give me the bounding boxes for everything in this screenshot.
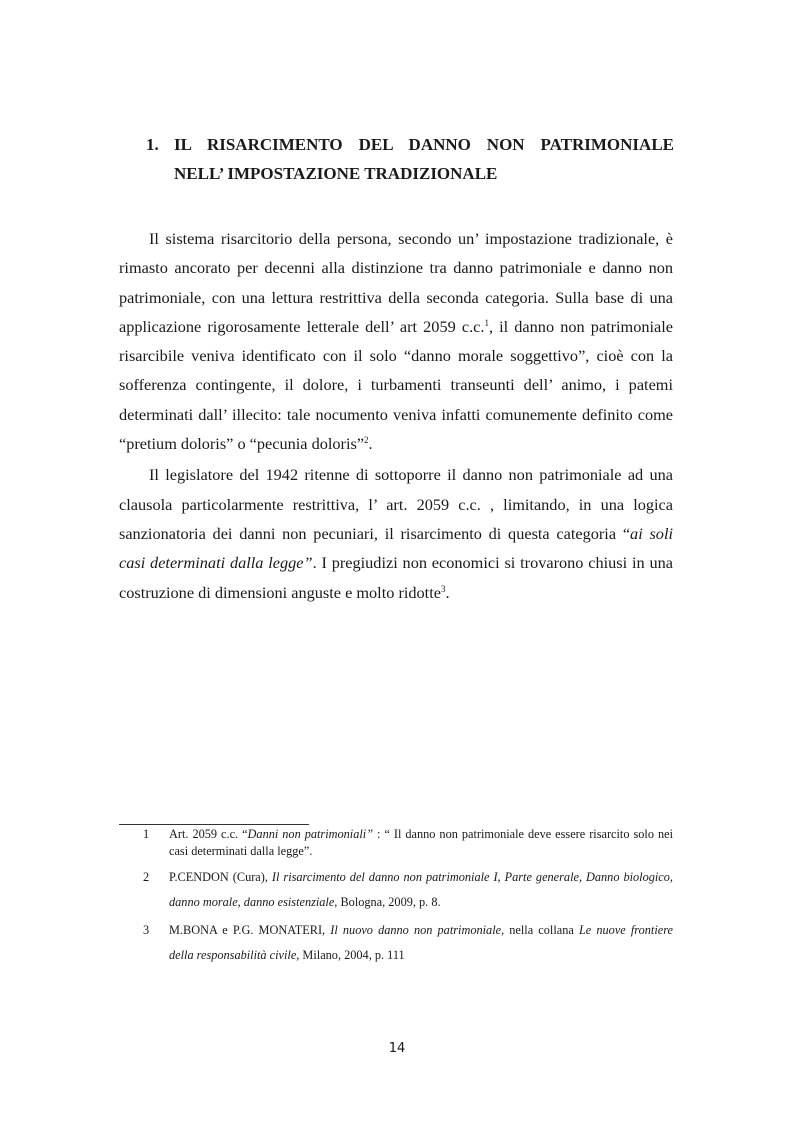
footnote-text: Art. 2059 c.c. “	[169, 827, 248, 841]
footnote-reference: 3	[440, 583, 446, 594]
footnote-2	[119, 865, 673, 915]
paragraph-text: . I pregiudizi non economici si trovarono chiusi in una costruzione di dimensioni anguste e molto ridotte	[119, 553, 673, 602]
footnote-number: 1	[143, 827, 150, 841]
footnote-italic: Il nuovo danno non patrimoniale	[330, 923, 502, 937]
footnote-text: , Milano, 2004, p. 111	[296, 948, 405, 962]
footnote-italic: Il risarcimento del danno non patrimoniale I, Parte generale, Danno biologico, danno morale, danno esistenziale,	[169, 870, 673, 909]
footnote-1	[119, 826, 673, 860]
body-text	[119, 224, 673, 609]
paragraph-2	[119, 460, 673, 606]
paragraph-text: .	[368, 434, 373, 454]
paragraph-text: , il danno non patrimoniale risarcibile veniva identificato con il solo “danno morale soggettivo”, cioè con la sofferenza contingente, il dolore, i turbamenti transeunti dell’ animo, i patemi determinati dall’ illecito: tale nocumento veniva infatti comunemente definito come “pretium doloris” o “pecunia doloris”	[119, 316, 674, 454]
footnote-number: 2	[143, 870, 150, 884]
paragraph-text: .	[445, 582, 450, 602]
section-number: 1.	[146, 135, 159, 154]
footnote-italic: Danni non patrimoniali”	[247, 827, 374, 841]
footnote-3	[119, 918, 673, 968]
footnote-number: 3	[143, 923, 150, 937]
paragraph-1	[119, 224, 673, 458]
footnote-text: , nella collana	[501, 923, 579, 937]
footnote-text: Bologna, 2009, p. 8.	[337, 895, 441, 909]
paragraph-text: Il sistema risarcitorio della persona, secondo un’ impostazione tradizionale, è rimasto ancorato per decenni alla distinzione tra danno patrimoniale e danno non patrimoniale, con una lettura restrittiva della seconda categoria. Sulla base di una applicazione rigorosamente letterale dell’ art 2059 c.c.	[119, 229, 673, 336]
footnote-separator	[119, 824, 309, 825]
section-title-line-2: NELL’ IMPOSTAZIONE TRADIZIONALE	[174, 164, 498, 183]
footnote-italic: Le nuove frontiere della responsabilità civile	[169, 923, 673, 962]
footnote-text: : “ Il danno non patrimoniale deve essere risarcito solo nei casi determinati dalla legge”.	[169, 827, 673, 858]
footnote-text: P.CENDON (Cura),	[169, 870, 272, 884]
page-number: 14	[388, 1041, 406, 1056]
section-heading	[146, 130, 674, 188]
italic-quote: ai soli casi determinati dalla legge”	[119, 523, 673, 573]
footnote-reference: 2	[364, 435, 369, 446]
footnote-reference: 1	[484, 317, 489, 328]
footnote-text: M.BONA e P.G. MONATERI,	[169, 923, 331, 937]
paragraph-text: Il legislatore del 1942 ritenne di sottoporre il danno non patrimoniale ad una clausola particolarmente restrittiva, l’ art. 2059 c.c. , limitando, in una logica sanzionatoria dei danni non pecuniari, il risarcimento di questa categoria “	[119, 465, 673, 543]
footnotes	[119, 826, 673, 971]
section-title-line-1: IL RISARCIMENTO DEL DANNO NON PATRIMONIALE	[174, 135, 674, 154]
